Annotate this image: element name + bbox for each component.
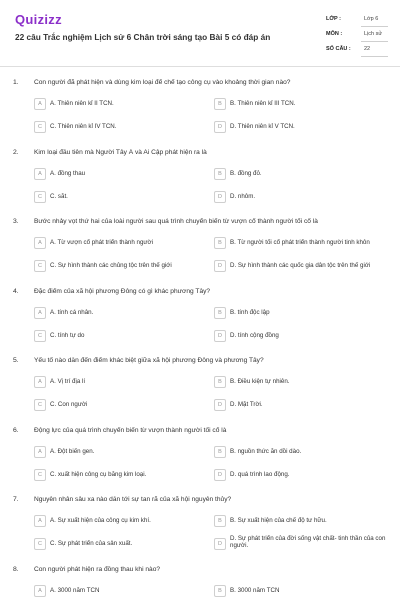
meta-grade-value: Lớp 6	[364, 16, 379, 22]
answer-option-d[interactable]	[214, 397, 397, 413]
answer-option-b[interactable]	[214, 305, 397, 321]
option-letter-box: B	[214, 237, 226, 249]
option-letter-box: C	[34, 191, 46, 203]
answer-option-b[interactable]	[214, 166, 397, 182]
answer-option-b[interactable]	[214, 444, 397, 460]
option-text: D. Sự phát triển của đời sống vật chất- tinh thần của con người.	[230, 535, 386, 550]
meta-subject-label: MÔN :	[326, 31, 343, 37]
question-number: 5.	[13, 357, 19, 364]
option-letter-box: A	[34, 376, 46, 388]
meta-underline	[361, 26, 388, 27]
question-text: Đặc điểm của xã hội phương Đông có gì khác phương Tây?	[34, 287, 211, 295]
option-text: A. đồng thau	[50, 169, 86, 177]
option-letter-box: D	[214, 330, 226, 342]
answer-option-c[interactable]	[34, 397, 217, 413]
meta-grade	[326, 13, 388, 27]
question-number: 8.	[13, 565, 19, 573]
answer-option-b[interactable]	[214, 583, 397, 599]
answer-option-c[interactable]	[34, 119, 217, 135]
option-letter-box: B	[214, 98, 226, 110]
document-header	[0, 0, 400, 66]
option-text: B. Thiên niên kỉ III TCN.	[230, 100, 296, 107]
option-text: B. Sự xuất hiện của chế độ tư hữu.	[230, 517, 327, 524]
option-letter-box: C	[34, 469, 46, 481]
answer-option-b[interactable]	[214, 374, 397, 390]
option-letter-box: D	[214, 538, 226, 550]
option-text: C. Sự phát triển của sản xuất.	[50, 540, 133, 547]
document-title: 22 câu Trắc nghiệm Lịch sử 6 Chân trời sáng tạo Bài 5 có đáp án	[15, 32, 271, 42]
question-number: 1.	[13, 79, 19, 86]
answer-option-d[interactable]	[214, 467, 397, 483]
question-text: Động lực của quá trình chuyển biến từ vượn thành người tối cổ là	[34, 426, 227, 434]
answer-option-a[interactable]	[34, 305, 217, 321]
answer-option-c[interactable]	[34, 467, 217, 483]
option-text: A. Thiên niên kỉ II TCN.	[50, 100, 114, 107]
meta-grade-label: LỚP :	[326, 16, 341, 22]
answer-option-a[interactable]	[34, 444, 217, 460]
option-text: D. Sự hình thành các quốc gia dân tộc trên thế giới	[230, 262, 371, 269]
answer-option-b[interactable]	[214, 96, 397, 112]
option-letter-box: A	[34, 515, 46, 527]
option-text: C. Thiên niên kỉ IV TCN.	[50, 123, 117, 130]
question-number: 4.	[13, 287, 19, 295]
option-letter-box: A	[34, 307, 46, 319]
question-number: 7.	[13, 496, 19, 503]
option-letter-box: D	[214, 469, 226, 481]
answer-option-a[interactable]	[34, 96, 217, 112]
answer-option-a[interactable]	[34, 166, 217, 182]
option-text: A. 3000 năm TCN	[50, 586, 100, 594]
option-letter-box: B	[214, 515, 226, 527]
meta-count-label: SỐ CÂU :	[326, 46, 351, 52]
answer-option-c[interactable]	[34, 328, 217, 344]
option-text: A. Đột biến gen.	[50, 447, 95, 455]
answer-option-b[interactable]	[214, 235, 397, 251]
answer-option-d[interactable]	[214, 328, 397, 344]
question-text: Nguyên nhân sâu xa nào dẫn tới sự tan rã của xã hội nguyên thủy?	[34, 496, 232, 503]
option-letter-box: C	[34, 538, 46, 550]
answer-option-a[interactable]	[34, 513, 217, 529]
option-text: B. 3000 năm TCN	[230, 586, 280, 594]
answer-option-d[interactable]	[214, 536, 397, 552]
question-text: Yếu tố nào dẫn đến điểm khác biệt giữa xã hội phương Đông và phương Tây?	[34, 357, 264, 364]
answer-option-d[interactable]	[214, 258, 397, 274]
option-letter-box: A	[34, 168, 46, 180]
answer-option-a[interactable]	[34, 583, 217, 599]
option-text: C. xuất hiện công cụ bằng kim loại.	[50, 470, 147, 478]
option-letter-box: B	[214, 585, 226, 597]
question-number: 2.	[13, 148, 19, 156]
meta-count-value: 22	[364, 46, 371, 52]
option-text: D. Mặt Trời.	[230, 401, 263, 408]
option-letter-box: B	[214, 168, 226, 180]
option-text: D. quá trình lao động.	[230, 470, 290, 478]
answer-option-c[interactable]	[34, 536, 217, 552]
question-text: Kim loại đầu tiên mà Người Tây Á và Ai Cập phát hiện ra là	[34, 148, 207, 156]
answer-option-c[interactable]	[34, 258, 217, 274]
option-letter-box: C	[34, 399, 46, 411]
option-letter-box: B	[214, 307, 226, 319]
answer-option-b[interactable]	[214, 513, 397, 529]
option-letter-box: C	[34, 260, 46, 272]
option-text: B. Từ người tối cổ phát triển thành người tinh khôn	[230, 239, 370, 246]
option-text: C. sắt.	[50, 192, 68, 200]
option-text: A. Vị trí địa lí	[50, 378, 86, 385]
option-text: C. Sự hình thành các chủng tộc trên thế giới	[50, 262, 172, 269]
option-text: C. Con người	[50, 401, 88, 408]
option-letter-box: D	[214, 121, 226, 133]
option-letter-box: A	[34, 98, 46, 110]
answer-option-a[interactable]	[34, 374, 217, 390]
option-text: A. Sự xuất hiện của công cụ kim khí.	[50, 517, 151, 524]
meta-subject	[326, 28, 388, 42]
question-number: 3.	[13, 218, 19, 225]
header-divider	[0, 66, 400, 67]
option-text: A. tính cá nhân.	[50, 308, 94, 316]
meta-underline	[361, 41, 388, 42]
option-text: B. tính độc lập	[230, 308, 270, 316]
option-text: B. nguồn thức ăn dồi dào.	[230, 447, 302, 455]
option-text: B. Điều kiện tự nhiên.	[230, 378, 290, 385]
option-letter-box: B	[214, 376, 226, 388]
quizizz-logo: Quizizz	[15, 12, 62, 27]
question-number: 6.	[13, 426, 19, 434]
meta-underline	[361, 56, 388, 57]
option-letter-box: C	[34, 330, 46, 342]
option-letter-box: D	[214, 399, 226, 411]
option-text: D. Thiên niên kỉ V TCN.	[230, 123, 295, 130]
option-text: A. Từ vượn cổ phát triển thành người	[50, 239, 153, 246]
answer-option-a[interactable]	[34, 235, 217, 251]
option-letter-box: C	[34, 121, 46, 133]
option-letter-box: A	[34, 446, 46, 458]
answer-option-d[interactable]	[214, 189, 397, 205]
question-text: Con người phát hiện ra đồng thau khi nào?	[34, 565, 161, 573]
option-letter-box: D	[214, 191, 226, 203]
option-letter-box: A	[34, 585, 46, 597]
meta-subject-value: Lịch sử	[364, 31, 383, 37]
option-letter-box: D	[214, 260, 226, 272]
option-text: D. nhôm.	[230, 192, 256, 200]
option-text: D. tính cộng đồng	[230, 331, 279, 339]
option-letter-box: B	[214, 446, 226, 458]
option-text: B. đồng đỏ.	[230, 169, 262, 177]
answer-option-c[interactable]	[34, 189, 217, 205]
question-text: Bước nhảy vọt thứ hai của loài người sau quá trình chuyển biến từ vượn cổ thành người tối cổ là	[34, 218, 318, 225]
option-text: C. tính tự do	[50, 331, 85, 339]
question-text: Con người đã phát hiện và dùng kim loại để chế tạo công cụ vào khoảng thời gian nào?	[34, 79, 291, 86]
meta-count	[326, 43, 388, 57]
answer-option-d[interactable]	[214, 119, 397, 135]
option-letter-box: A	[34, 237, 46, 249]
